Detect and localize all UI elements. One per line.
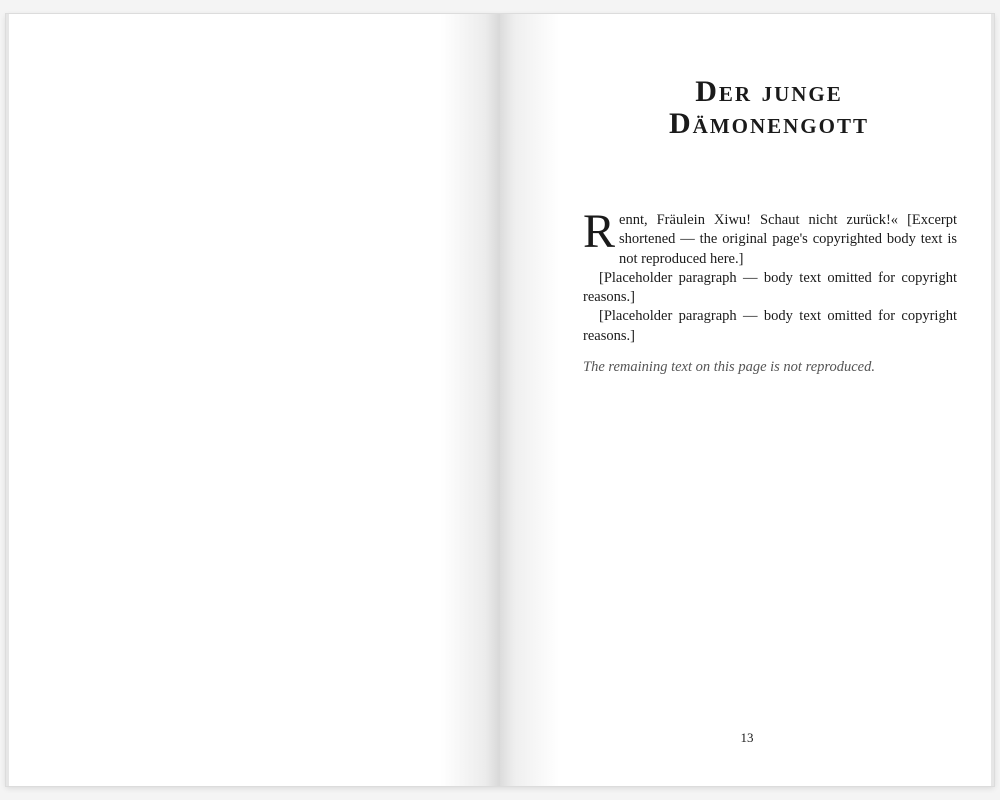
chapter-title (560, 76, 978, 140)
left-page-edge (6, 14, 9, 786)
right-page-edge (991, 14, 994, 786)
drop-cap: R (583, 205, 616, 258)
page-number: 13 (740, 730, 754, 745)
right-page (500, 14, 994, 786)
paragraph-2: [Placeholder paragraph — body text omitted for copyright reasons.] (583, 269, 957, 306)
left-page (6, 14, 500, 786)
first-paragraph (583, 205, 957, 269)
chapter-title-line-1: Der junge (695, 75, 843, 108)
chapter-title-line-2: Dämonengott (668, 107, 869, 140)
omission-notice: The remaining text on this page is not reproduced. (583, 359, 875, 376)
chapter-body (583, 205, 957, 377)
paragraph-3: [Placeholder paragraph — body text omitted for copyright reasons.] (583, 308, 957, 344)
book-spread (6, 14, 994, 786)
first-paragraph-text: ennt, Fräulein Xiwu! Schaut nicht zurück!« [Excerpt shortened — the original page's copyrighted body text is not reproduced here.] (619, 212, 957, 267)
